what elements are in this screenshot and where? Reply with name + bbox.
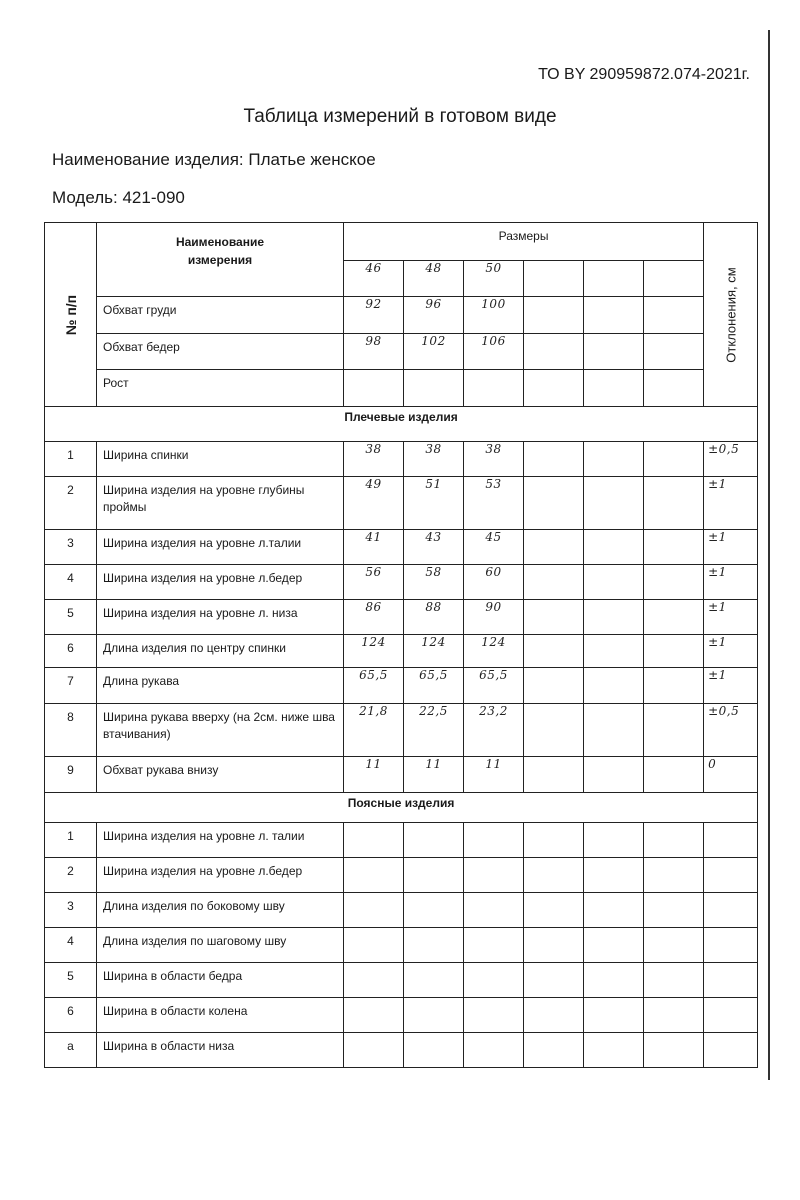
tolerance-value (704, 928, 758, 963)
measurement-row (45, 530, 758, 565)
measurement-value (344, 928, 404, 963)
measurements-table (44, 222, 758, 1068)
measurement-value (584, 565, 644, 600)
measurement-value (464, 1033, 524, 1068)
tolerance-value: ±1 (704, 668, 758, 704)
measurement-row (45, 565, 758, 600)
measurement-row (45, 635, 758, 668)
row-number: 9 (45, 757, 97, 793)
row-number: 2 (45, 858, 97, 893)
header-name-line1: Наименование (175, 235, 265, 249)
measurement-name: Длина изделия по боковому шву (97, 893, 344, 928)
size-value-cell (644, 370, 704, 407)
section1-title: Плечевые изделия (45, 407, 758, 442)
measurement-name: Длина рукава (97, 668, 344, 704)
tolerance-value (704, 1033, 758, 1068)
document-code: ТО BY 290959872.074-2021г. (538, 66, 750, 83)
measurement-row (45, 928, 758, 963)
row-number: 7 (45, 668, 97, 704)
size-value-cell (524, 261, 584, 297)
measurement-value: 11 (404, 757, 464, 793)
row-number: 5 (45, 600, 97, 635)
measurement-value (344, 1033, 404, 1068)
row-number: 6 (45, 635, 97, 668)
tolerance-value: ±1 (704, 635, 758, 668)
measurement-value (464, 858, 524, 893)
measurement-value (584, 963, 644, 998)
row-number: 4 (45, 928, 97, 963)
measurement-value (584, 530, 644, 565)
measurement-value: 11 (464, 757, 524, 793)
tolerance-value: ±1 (704, 530, 758, 565)
measurement-value (524, 928, 584, 963)
measurement-value: 60 (464, 565, 524, 600)
measurement-value (464, 928, 524, 963)
measurement-value: 38 (464, 442, 524, 477)
measurement-value (404, 1033, 464, 1068)
measurement-value (524, 442, 584, 477)
measurement-row (45, 893, 758, 928)
measurement-value (584, 928, 644, 963)
header-name-line2: измерения (187, 253, 253, 267)
measurement-value (344, 998, 404, 1033)
measurement-value (644, 530, 704, 565)
measurement-value: 21,8 (344, 704, 404, 757)
measurement-value (644, 704, 704, 757)
measurement-value (644, 893, 704, 928)
measurement-row (45, 442, 758, 477)
measurement-value (524, 704, 584, 757)
measurement-name: Обхват рукава внизу (97, 757, 344, 793)
tolerance-value: ±1 (704, 600, 758, 635)
size-value-cell (404, 370, 464, 407)
measurement-value (584, 600, 644, 635)
measurement-value: 22,5 (404, 704, 464, 757)
measurement-value: 124 (344, 635, 404, 668)
measurement-value (584, 998, 644, 1033)
tolerance-value: 0 (704, 757, 758, 793)
measurement-value: 124 (404, 635, 464, 668)
measurement-row (45, 668, 758, 704)
tolerance-value (704, 893, 758, 928)
header-sizes-label: Размеры (498, 229, 549, 243)
measurement-value (644, 565, 704, 600)
size-row-label: Рост (97, 370, 344, 407)
header-deviation-label: Отклонения, см (723, 266, 739, 363)
measurement-value (464, 823, 524, 858)
measurement-value: 56 (344, 565, 404, 600)
measurement-value (524, 565, 584, 600)
measurement-name: Ширина изделия на уровне л.бедер (97, 858, 344, 893)
header-num-label: № п/п (62, 294, 79, 335)
measurement-name: Ширина рукава вверху (на 2см. ниже шва втачивания) (97, 704, 344, 757)
size-value-cell (524, 334, 584, 370)
measurement-value: 41 (344, 530, 404, 565)
measurement-value (644, 635, 704, 668)
header-deviation-cell (704, 223, 758, 407)
measurement-value (644, 998, 704, 1033)
size-value-cell: 50 (464, 261, 524, 297)
section2-title: Поясные изделия (45, 793, 758, 823)
product-name-line: Наименование изделия: Платье женское (52, 150, 376, 169)
row-number: 3 (45, 530, 97, 565)
measurement-name: Ширина спинки (97, 442, 344, 477)
measurement-value: 11 (344, 757, 404, 793)
measurement-row (45, 998, 758, 1033)
measurement-name: Длина изделия по шаговому шву (97, 928, 344, 963)
measurement-value: 65,5 (344, 668, 404, 704)
measurement-value (344, 858, 404, 893)
measurement-value (644, 1033, 704, 1068)
measurement-value: 43 (404, 530, 464, 565)
size-value-cell (584, 334, 644, 370)
measurement-value (524, 963, 584, 998)
row-number: 4 (45, 565, 97, 600)
measurement-name: Ширина изделия на уровне л. талии (97, 823, 344, 858)
row-number: 8 (45, 704, 97, 757)
row-number: а (45, 1033, 97, 1068)
measurement-name: Ширина изделия на уровне л.бедер (97, 565, 344, 600)
measurement-row (45, 704, 758, 757)
measurement-value (644, 858, 704, 893)
size-value-cell (584, 261, 644, 297)
measurement-value (584, 893, 644, 928)
measurement-value (404, 998, 464, 1033)
tolerance-value (704, 858, 758, 893)
measurement-value (524, 477, 584, 530)
tolerance-value: ±0,5 (704, 442, 758, 477)
measurement-value (404, 928, 464, 963)
size-value-cell: 102 (404, 334, 464, 370)
tolerance-value: ±1 (704, 477, 758, 530)
measurement-value (584, 442, 644, 477)
measurement-value (404, 893, 464, 928)
measurement-value (524, 823, 584, 858)
tolerance-value (704, 963, 758, 998)
size-value-cell (524, 370, 584, 407)
tolerance-value (704, 823, 758, 858)
measurement-value (584, 858, 644, 893)
measurement-row (45, 757, 758, 793)
measurement-value (524, 635, 584, 668)
measurement-name: Ширина в области бедра (97, 963, 344, 998)
measurement-value (464, 893, 524, 928)
header-name-cell (97, 223, 344, 297)
tolerance-value: ±1 (704, 565, 758, 600)
measurement-value: 65,5 (404, 668, 464, 704)
measurement-value (404, 963, 464, 998)
measurement-value (524, 893, 584, 928)
measurement-value (404, 823, 464, 858)
measurement-value (524, 530, 584, 565)
model-line: Модель: 421-090 (52, 188, 185, 207)
size-value-cell: 92 (344, 297, 404, 334)
measurement-value (464, 963, 524, 998)
measurement-value (524, 998, 584, 1033)
row-number: 5 (45, 963, 97, 998)
measurement-value: 49 (344, 477, 404, 530)
size-row-label: Обхват груди (97, 297, 344, 334)
header-num-cell (45, 223, 97, 407)
row-number: 2 (45, 477, 97, 530)
measurement-value (524, 1033, 584, 1068)
measurement-row (45, 477, 758, 530)
measurement-value: 51 (404, 477, 464, 530)
size-value-cell: 100 (464, 297, 524, 334)
size-row-label: Обхват бедер (97, 334, 344, 370)
measurement-value: 23,2 (464, 704, 524, 757)
measurement-value: 53 (464, 477, 524, 530)
measurement-value: 58 (404, 565, 464, 600)
page-edge-line (768, 30, 770, 1080)
size-value-cell (524, 297, 584, 334)
size-value-cell: 96 (404, 297, 464, 334)
row-number: 1 (45, 442, 97, 477)
measurement-row (45, 600, 758, 635)
size-row (45, 297, 758, 334)
measurement-name: Длина изделия по центру спинки (97, 635, 344, 668)
measurement-value: 38 (404, 442, 464, 477)
measurement-value (464, 998, 524, 1033)
measurement-value: 65,5 (464, 668, 524, 704)
measurement-value (584, 757, 644, 793)
measurement-value (404, 858, 464, 893)
tolerance-value: ±0,5 (704, 704, 758, 757)
page-title: Таблица измерений в готовом виде (243, 106, 557, 127)
measurement-value (524, 600, 584, 635)
measurement-value (644, 757, 704, 793)
measurement-value (344, 963, 404, 998)
measurement-value (584, 477, 644, 530)
row-number: 1 (45, 823, 97, 858)
measurement-value: 45 (464, 530, 524, 565)
measurement-name: Ширина в области колена (97, 998, 344, 1033)
measurement-value (584, 704, 644, 757)
measurement-value (644, 477, 704, 530)
row-number: 3 (45, 893, 97, 928)
measurement-value (584, 668, 644, 704)
measurement-name: Ширина изделия на уровне л. низа (97, 600, 344, 635)
tolerance-value (704, 998, 758, 1033)
measurement-value (584, 635, 644, 668)
measurement-value: 88 (404, 600, 464, 635)
measurement-value: 90 (464, 600, 524, 635)
size-value-cell: 48 (404, 261, 464, 297)
measurement-value (584, 1033, 644, 1068)
measurement-value (644, 600, 704, 635)
measurement-name: Ширина в области низа (97, 1033, 344, 1068)
measurement-value (644, 928, 704, 963)
measurement-value (344, 893, 404, 928)
size-value-cell: 106 (464, 334, 524, 370)
size-value-cell (644, 297, 704, 334)
measurement-value (644, 668, 704, 704)
size-row (45, 370, 758, 407)
measurement-value (644, 823, 704, 858)
measurement-name: Ширина изделия на уровне л.талии (97, 530, 344, 565)
measurement-value (524, 858, 584, 893)
size-value-cell (644, 334, 704, 370)
size-value-cell (344, 370, 404, 407)
measurement-name: Ширина изделия на уровне глубины проймы (97, 477, 344, 530)
measurement-value (644, 442, 704, 477)
measurement-value (344, 823, 404, 858)
measurement-row (45, 823, 758, 858)
measurement-value (524, 757, 584, 793)
measurement-value: 124 (464, 635, 524, 668)
measurement-value (644, 963, 704, 998)
size-value-cell: 46 (344, 261, 404, 297)
measurement-row (45, 858, 758, 893)
size-value-cell (584, 370, 644, 407)
row-number: 6 (45, 998, 97, 1033)
size-value-cell (464, 370, 524, 407)
measurement-value: 86 (344, 600, 404, 635)
measurement-row (45, 963, 758, 998)
size-value-cell: 98 (344, 334, 404, 370)
size-value-cell (584, 297, 644, 334)
measurement-value (584, 823, 644, 858)
header-sizes-cell (344, 223, 704, 261)
size-value-cell (644, 261, 704, 297)
measurement-row (45, 1033, 758, 1068)
measurement-value: 38 (344, 442, 404, 477)
measurement-value (524, 668, 584, 704)
size-row (45, 334, 758, 370)
